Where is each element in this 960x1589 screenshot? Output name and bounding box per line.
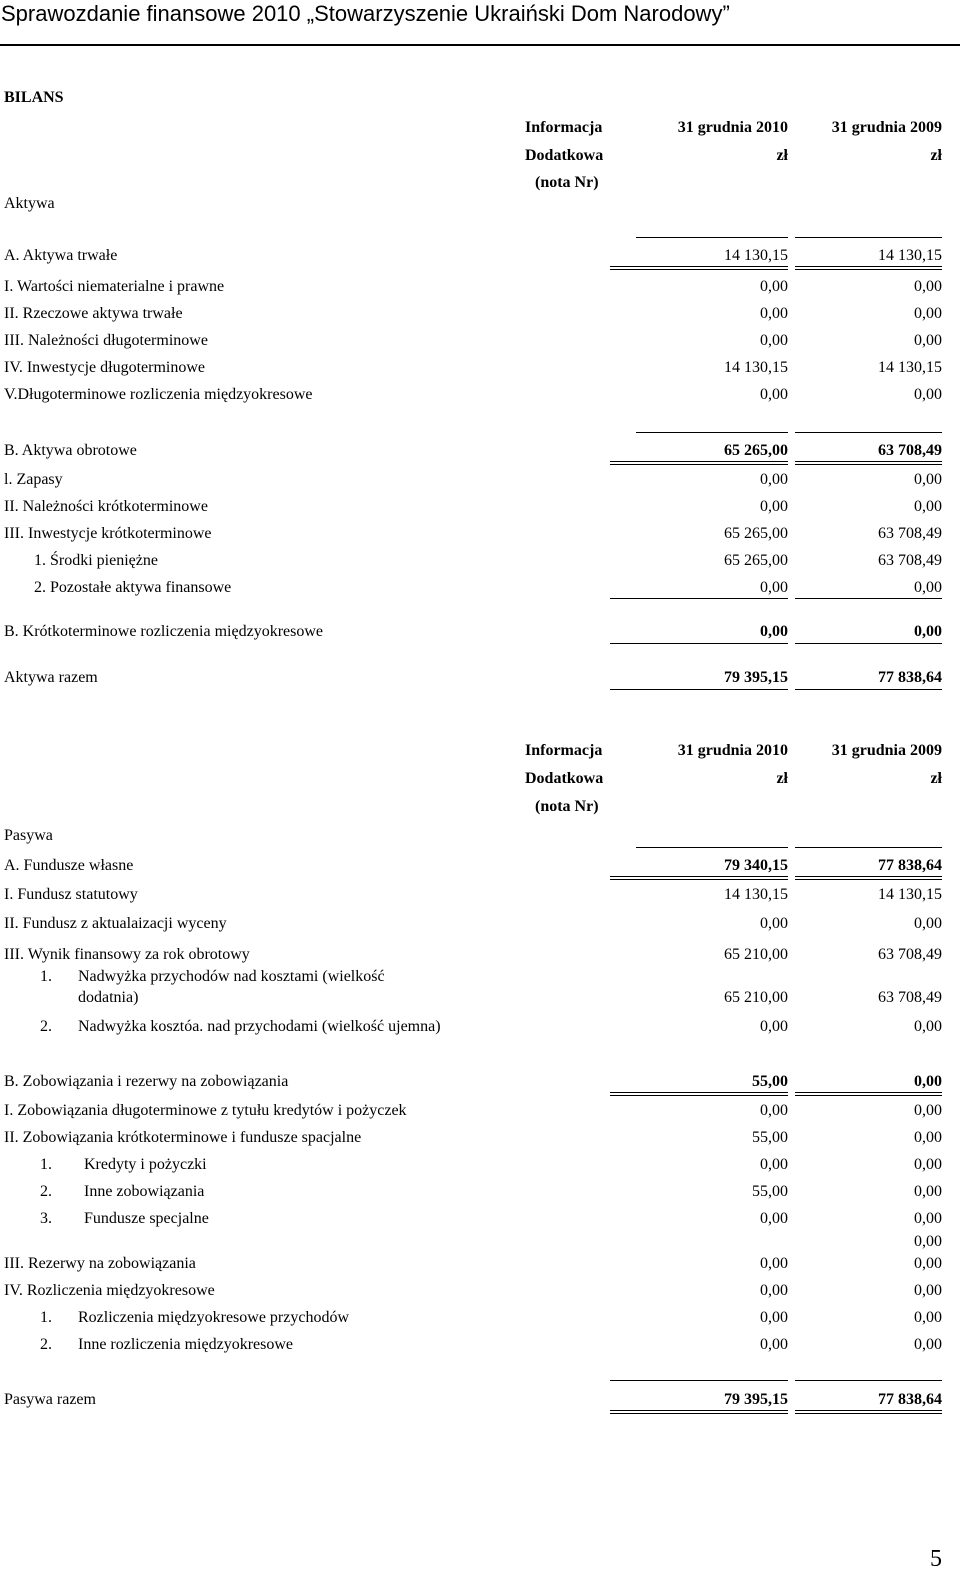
value-2009: 0,00 (914, 278, 942, 295)
row-label: II. Zobowiązania krótkoterminowe i fundusze spacjalne (4, 1129, 362, 1146)
value-2010: 79 340,15 (724, 857, 788, 874)
row-label: Nadwyżka kosztóa. nad przychodami (wielkość ujemna) (78, 1018, 441, 1035)
row-label: Aktywa razem (4, 669, 98, 686)
value-2009: 77 838,64 (878, 1391, 942, 1408)
rule (636, 237, 788, 238)
value-2009: 0,00 (914, 1255, 942, 1272)
note-header-3: (nota Nr) (535, 798, 599, 815)
value-2010: 0,00 (760, 915, 788, 932)
pasywa-heading: Pasywa (4, 827, 53, 844)
row-number: 1. (40, 1156, 52, 1173)
rule (610, 1380, 788, 1381)
value-2010: 0,00 (760, 623, 788, 640)
value-2010: 79 395,15 (724, 1391, 788, 1408)
extra-value-2009: 0,00 (914, 1233, 942, 1250)
rule (795, 847, 942, 848)
row-label: Rozliczenia międzyokresowe przychodów (78, 1309, 350, 1326)
value-2010: 65 210,00 (724, 989, 788, 1006)
value-2009: 63 708,49 (878, 552, 942, 569)
value-2009: 14 130,15 (878, 886, 942, 903)
value-2010: 65 210,00 (724, 946, 788, 963)
row-label: Inne rozliczenia międzyokresowe (78, 1336, 294, 1353)
aktywa-heading: Aktywa (4, 195, 55, 212)
value-2010: 55,00 (752, 1183, 788, 1200)
rule (795, 643, 942, 644)
row-label: Nadwyżka przychodów nad kosztami (wielkość (78, 968, 385, 985)
value-2009: 63 708,49 (878, 525, 942, 542)
value-2009: 63 708,49 (878, 442, 942, 459)
rule (795, 432, 942, 433)
year-2009-header: 31 grudnia 2009 (831, 742, 942, 759)
rule (795, 598, 942, 599)
value-2009: 0,00 (914, 915, 942, 932)
note-header-3: (nota Nr) (535, 174, 599, 191)
value-2010: 65 265,00 (724, 552, 788, 569)
year-2010-unit: zł (776, 147, 788, 164)
value-2010: 0,00 (760, 278, 788, 295)
value-2010: 65 265,00 (724, 525, 788, 542)
value-2009: 0,00 (914, 1102, 942, 1119)
row-number: 2. (40, 1336, 52, 1353)
row-label: 2. Pozostałe aktywa finansowe (34, 579, 232, 596)
value-2010: 0,00 (760, 332, 788, 349)
value-2010: 0,00 (760, 471, 788, 488)
value-2010: 79 395,15 (724, 669, 788, 686)
value-2010: 0,00 (760, 1282, 788, 1299)
double-rule (610, 876, 788, 880)
page-title: Sprawozdanie finansowe 2010 „Stowarzyszenie Ukraiński Dom Narodowy” (1, 1, 730, 26)
rule (610, 598, 788, 599)
row-number: 3. (40, 1210, 52, 1227)
value-2009: 0,00 (914, 386, 942, 403)
value-2009: 14 130,15 (878, 247, 942, 264)
rule (636, 847, 788, 848)
double-rule (795, 876, 942, 880)
row-label: Inne zobowiązania (84, 1183, 205, 1200)
row-label: dodatnia) (78, 989, 139, 1006)
double-rule (795, 1410, 942, 1414)
value-2010: 0,00 (760, 1255, 788, 1272)
value-2009: 0,00 (914, 332, 942, 349)
double-rule (610, 1092, 788, 1096)
value-2010: 65 265,00 (724, 442, 788, 459)
value-2010: 14 130,15 (724, 247, 788, 264)
row-number: 1. (40, 1309, 52, 1326)
value-2010: 0,00 (760, 579, 788, 596)
double-rule (795, 1092, 942, 1096)
row-number: 1. (40, 968, 52, 985)
value-2009: 0,00 (914, 1282, 942, 1299)
value-2010: 0,00 (760, 1336, 788, 1353)
rule (795, 689, 942, 690)
year-2010-unit: zł (776, 770, 788, 787)
row-label: II. Należności krótkoterminowe (4, 498, 208, 515)
rule (636, 432, 788, 433)
rule (795, 237, 942, 238)
value-2009: 0,00 (914, 1309, 942, 1326)
rule (610, 643, 788, 644)
note-header-1: Informacja (525, 742, 603, 759)
value-2009: 0,00 (914, 623, 942, 640)
double-rule (795, 461, 942, 465)
value-2010: 14 130,15 (724, 886, 788, 903)
value-2009: 0,00 (914, 1336, 942, 1353)
value-2010: 0,00 (760, 1309, 788, 1326)
row-label: 1. Środki pieniężne (34, 552, 158, 569)
row-number: 2. (40, 1018, 52, 1035)
value-2010: 14 130,15 (724, 359, 788, 376)
row-label: III. Inwestycje krótkoterminowe (4, 525, 212, 542)
value-2010: 55,00 (752, 1073, 788, 1090)
row-label: III. Należności długoterminowe (4, 332, 208, 349)
value-2009: 77 838,64 (878, 669, 942, 686)
double-rule (795, 266, 942, 270)
note-header-1: Informacja (525, 119, 603, 136)
row-label: I. Fundusz statutowy (4, 886, 138, 903)
value-2010: 0,00 (760, 386, 788, 403)
year-2009-unit: zł (930, 770, 942, 787)
value-2009: 77 838,64 (878, 857, 942, 874)
rule (795, 1380, 942, 1381)
row-label: IV. Rozliczenia międzyokresowe (4, 1282, 215, 1299)
row-label: Pasywa razem (4, 1391, 96, 1408)
value-2010: 0,00 (760, 498, 788, 515)
year-2010-header: 31 grudnia 2010 (677, 742, 788, 759)
value-2009: 0,00 (914, 1183, 942, 1200)
year-2010-header: 31 grudnia 2010 (677, 119, 788, 136)
value-2009: 0,00 (914, 1156, 942, 1173)
row-label: III. Rezerwy na zobowiązania (4, 1255, 196, 1272)
value-2010: 55,00 (752, 1129, 788, 1146)
row-label: Kredyty i pożyczki (84, 1156, 207, 1173)
row-label: III. Wynik finansowy za rok obrotowy (4, 946, 250, 963)
row-label: II. Rzeczowe aktywa trwałe (4, 305, 183, 322)
double-rule (610, 1410, 788, 1414)
value-2009: 0,00 (914, 471, 942, 488)
double-rule (610, 266, 788, 270)
value-2009: 63 708,49 (878, 989, 942, 1006)
row-label: V.Długoterminowe rozliczenia międzyokresowe (4, 386, 313, 403)
row-label: I. Wartości niematerialne i prawne (4, 278, 225, 295)
value-2010: 0,00 (760, 1018, 788, 1035)
value-2009: 0,00 (914, 1018, 942, 1035)
row-label: B. Krótkoterminowe rozliczenia międzyokresowe (4, 623, 323, 640)
note-header-2: Dodatkowa (525, 770, 604, 787)
value-2010: 0,00 (760, 1210, 788, 1227)
row-label: Fundusze specjalne (84, 1210, 209, 1227)
note-header-2: Dodatkowa (525, 147, 604, 164)
double-rule (610, 461, 788, 465)
value-2010: 0,00 (760, 305, 788, 322)
value-2009: 0,00 (914, 1073, 942, 1090)
year-2009-unit: zł (930, 147, 942, 164)
row-label: A. Aktywa trwałe (4, 247, 118, 264)
row-label: II. Fundusz z aktualaizacji wyceny (4, 915, 227, 932)
row-label: A. Fundusze własne (4, 857, 134, 874)
header-divider (0, 44, 960, 46)
row-label: B. Aktywa obrotowe (4, 442, 137, 459)
row-number: 2. (40, 1183, 52, 1200)
bilans-heading: BILANS (4, 89, 64, 106)
row-label: IV. Inwestycje długoterminowe (4, 359, 205, 376)
value-2010: 0,00 (760, 1156, 788, 1173)
value-2009: 0,00 (914, 1129, 942, 1146)
value-2009: 0,00 (914, 498, 942, 515)
value-2009: 63 708,49 (878, 946, 942, 963)
value-2009: 0,00 (914, 579, 942, 596)
rule (610, 689, 788, 690)
value-2009: 0,00 (914, 305, 942, 322)
row-label: l. Zapasy (4, 471, 63, 488)
value-2009: 14 130,15 (878, 359, 942, 376)
year-2009-header: 31 grudnia 2009 (831, 119, 942, 136)
value-2010: 0,00 (760, 1102, 788, 1119)
value-2009: 0,00 (914, 1210, 942, 1227)
page-number: 5 (930, 1546, 942, 1572)
row-label: I. Zobowiązania długoterminowe z tytułu kredytów i pożyczek (4, 1102, 407, 1119)
row-label: B. Zobowiązania i rezerwy na zobowiązania (4, 1073, 289, 1090)
